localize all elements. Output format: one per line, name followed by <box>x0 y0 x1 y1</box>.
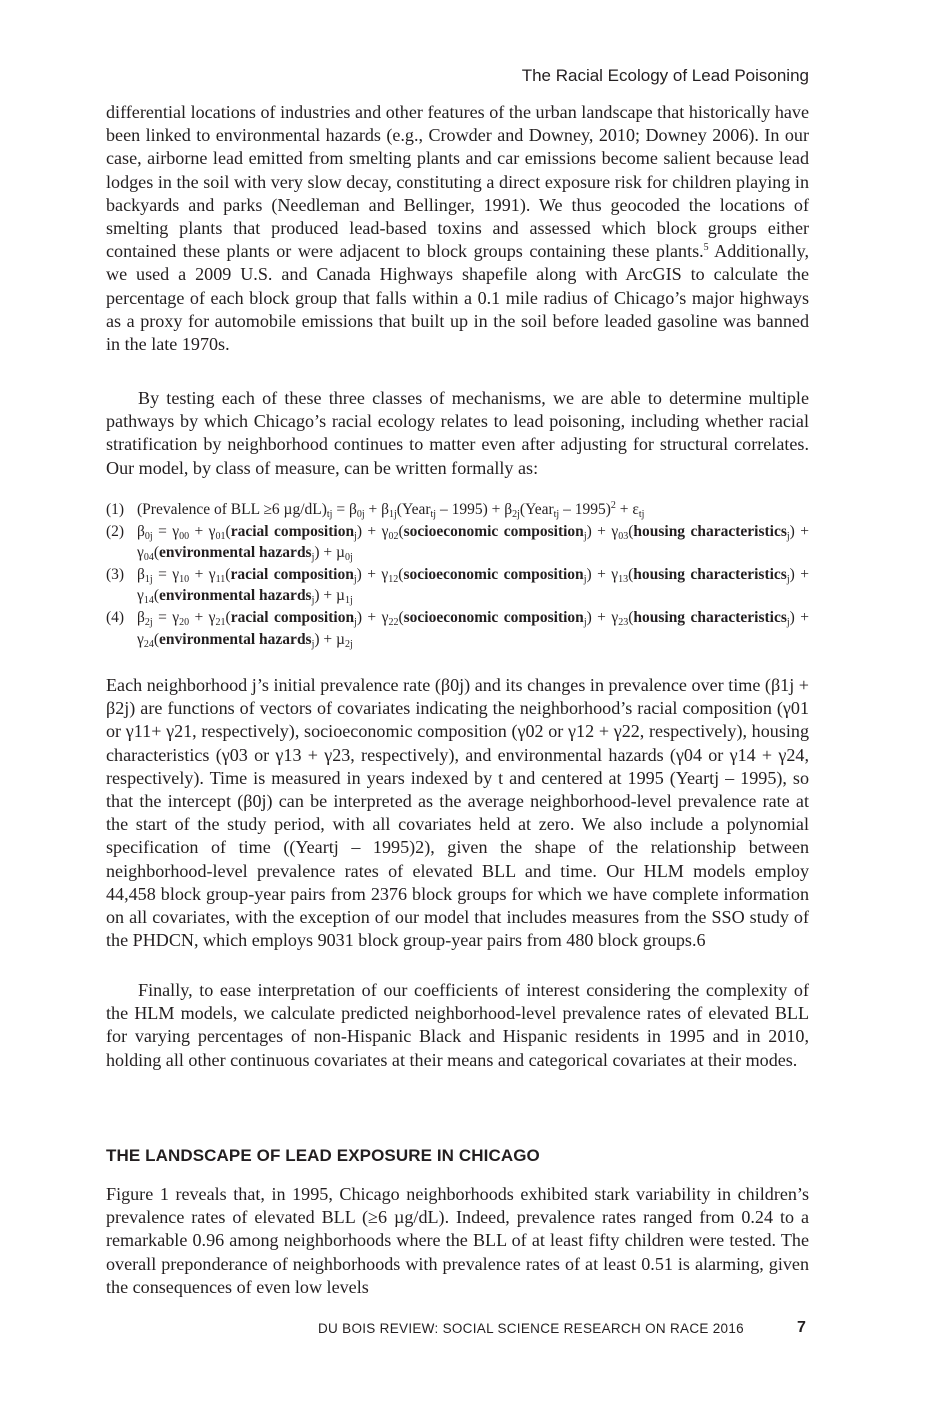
equation-number: (2) <box>106 522 125 540</box>
equation-list <box>106 499 809 650</box>
running-head: The Racial Ecology of Lead Poisoning <box>521 66 809 85</box>
equation-number: (3) <box>106 565 125 583</box>
paragraph-model-intro: By testing each of these three classes of mechanisms, we are able to determine multiple pathways by which Chicago’s racial ecology relates to lead poisoning, including whether racial stratification by neighborhood continues to matter even after adjusting for structural correlates. Our model, by class of measure, can be written formally as: <box>106 388 809 478</box>
journal-footer: DU BOIS REVIEW: SOCIAL SCIENCE RESEARCH ON RACE 2016 <box>318 1321 744 1336</box>
paragraph-interpretation: Finally, to ease interpretation of our coefficients of interest considering the complexity of the HLM models, we calculate predicted neighborhood-level prevalence rates of elevated BLL for varying percentages of non-Hispanic Black and Hispanic residents in 1995 and in 2010, holding all other continuous covariates at their means and categorical covariates at their modes. <box>106 980 809 1070</box>
paragraph-model-explanation: Each neighborhood j’s initial prevalence rate (β0j) and its changes in prevalence over time (β1j + β2j) are functions of vectors of covariates indicating the neighborhood’s racial composition (γ01 or γ11+ γ21, respectively), socioeconomic composition (γ02 or γ12 + γ22, respectively), housing characteristics (γ03 or γ13 + γ23, respectively), and environmental hazards (γ04 or γ14 + γ24, respectively). Time is measured in years indexed by t and centered at 1995 (Yeartj – 1995), so that the intercept (β0j) can be interpreted as the average neighborhood-level prevalence rate at the start of the study period, with all covariates held at zero. We also include a polynomial specification of time ((Yeartj – 1995)2), given the shape of the relationship between neighborhood-level prevalence rates of elevated BLL and time. Our HLM models employ 44,458 block group-year pairs from 2376 block groups for which we have complete information on all covariates, with the exception of our model that includes measures from the SSO study of the PHDCN, which employs 9031 block group-year pairs from 480 block groups.6 <box>106 675 809 951</box>
paragraph-text: differential locations of industries and other features of the urban landscape that historically have been linked to environmental hazards (e.g., Crowder and Downey, 2010; Downey 2006). In our case, airborne lead emitted from smelting plants and car emissions become salient because lead lodges in the soil with very slow decay, constituting a direct exposure risk for children playing in backyards and parks (Needleman and Bellinger, 1991). We thus geocoded the locations of smelting plants that produced lead-based toxins and assessed which block groups either contained these plants or were adjacent to block groups containing these plants. <box>106 102 809 262</box>
equation-body: $\beta_{2j} = \gamma_{20}$ + $\gamma_{21}(racial$ composition$_j$) + $\gamma_{22}(socioeconomic$ composition$_j$) + $\gamma_{23}(housing$ characteristics$_j$) + $\gamma_{24}(environmental$ hazards$_j$) + µ$_{2j}$ <box>137 608 809 650</box>
page-number: 7 <box>797 1319 806 1336</box>
paragraph-methods-hazards <box>106 101 809 356</box>
equation-3 <box>106 564 809 607</box>
paragraph-landscape: Figure 1 reveals that, in 1995, Chicago neighborhoods exhibited stark variability in children’s prevalence rates of elevated BLL (≥6 µg/dL). Indeed, prevalence rates ranged from 0.24 to a remarkable 0.96 among neighborhoods where the BLL of at least fifty children were tested. The overall preponderance of neighborhoods with prevalence rates of at least 0.51 is alarming, given the consequences of even low levels <box>106 1184 809 1297</box>
section-heading: THE LANDSCAPE OF LEAD EXPOSURE IN CHICAGO <box>106 1146 540 1165</box>
equation-number: (1) <box>106 501 125 518</box>
equation-2 <box>106 521 809 564</box>
equation-4 <box>106 607 809 650</box>
equation-1 <box>106 499 809 521</box>
equation-body: $\beta_{1j} = \gamma_{10}$ + $\gamma_{11}(racial$ composition$_j$) + $\gamma_{12}(socioeconomic$ composition$_j$) + $\gamma_{13}(housing$ characteristics$_j$) + $\gamma_{14}(environmental$ hazards$_j$) + µ$_{1j}$ <box>137 565 809 607</box>
footnote-ref[interactable]: 5 <box>703 242 709 254</box>
equation-body: $\beta_{0j} = \gamma_{00}$ + $\gamma_{01}(racial$ composition$_j$) + $\gamma_{02}(socioeconomic$ composition$_j$) + $\gamma_{03}(housing$ characteristics$_j$) + $\gamma_{04}(environmental$ hazards$_j$) + µ$_{0j}$ <box>137 522 809 564</box>
equation-number: (4) <box>106 608 125 626</box>
paragraph-text: Additionally, we used a 2009 U.S. and Canada Highways shapefile along with ArcGIS to calculate the percentage of each block group that falls within a 0.1 mile radius of Chicago’s major highways as a proxy for automobile emissions that built up in the soil before leaded gasoline was banned in the late 1970s. <box>106 241 809 355</box>
equation-body: (Prevalence of BLL ≥6 $\mu g/dL)_{tj} = \beta_{0j}$ + $\beta_{1j}(Year_{tj} - 1995)$ + $\beta_{2j}(Year_{tj} - 1995)^2 + \varepsilon_{tj}$ <box>137 500 645 520</box>
